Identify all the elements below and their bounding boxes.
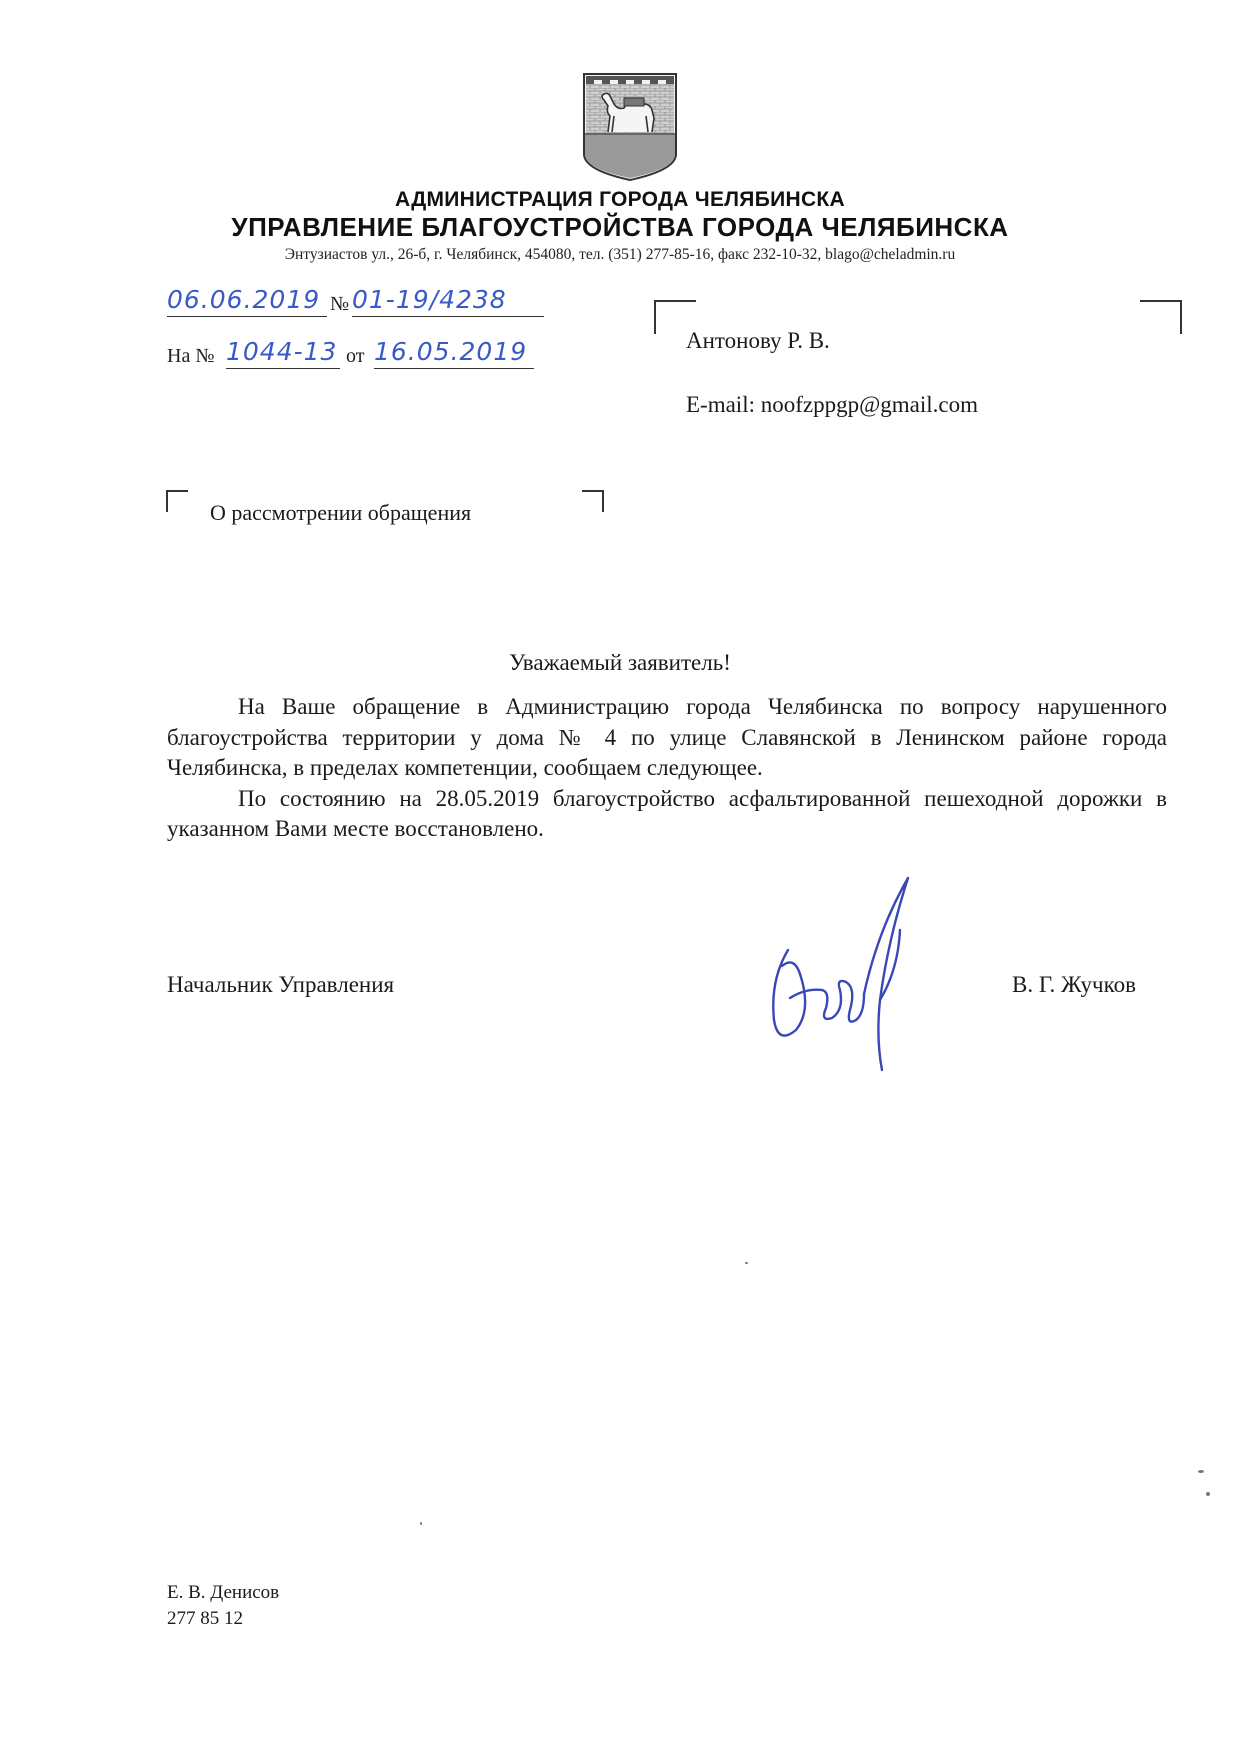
reply-date: 16.05.2019: [374, 336, 534, 369]
administration-title: АДМИНИСТРАЦИЯ ГОРОДА ЧЕЛЯБИНСКА: [394, 188, 845, 211]
reply-number: 1044-13: [226, 336, 340, 369]
executor-phone: 277 85 12: [167, 1608, 243, 1629]
scan-speck: [1198, 1470, 1204, 1473]
registration-number: 01-19/4238: [352, 284, 544, 317]
scan-speck: [420, 1522, 422, 1525]
addressee-bracket-right: [1140, 300, 1182, 334]
executor-block: [167, 1580, 279, 1632]
letter-body: [167, 692, 1167, 845]
department-address: Энтузиастов ул., 26-б, г. Челябинск, 454080, тел. (351) 277-85-16, факс 232-10-32, blago@cheladmin.ru: [284, 246, 956, 263]
registration-date: 06.06.2019: [167, 284, 327, 317]
handwritten-signature: [760, 870, 930, 1075]
signatory-name: В. Г. Жучков: [1012, 972, 1136, 997]
subject-line: О рассмотрении обращения: [210, 500, 472, 525]
executor-name: Е. В. Денисов: [167, 1582, 280, 1603]
addressee-email: E-mail: noofzppgp@gmail.com: [686, 392, 979, 417]
body-paragraph-2: По состоянию на 28.05.2019 благоустройство асфальтированной пешеходной дорожки в указанном Вами месте восстановлено.: [167, 785, 1167, 841]
subject-bracket-left: [166, 490, 188, 512]
addressee-name: Антонову Р. В.: [686, 328, 830, 353]
registration-number-label: №: [330, 293, 350, 315]
greeting: Уважаемый заявитель!: [509, 650, 731, 675]
signatory-role: Начальник Управления: [167, 972, 395, 997]
subject-bracket-right: [582, 490, 604, 512]
scan-speck: [1206, 1492, 1210, 1496]
coat-of-arms-icon: [580, 70, 680, 182]
body-paragraph-1: На Ваше обращение в Администрацию города Челябинска по вопросу нарушенного благоустройства территории у дома № 4 по улице Славянской в Ленинском районе города Челябинска, в пределах компетенции, сообщаем следующее.: [167, 694, 1167, 780]
department-title: УПРАВЛЕНИЕ БЛАГОУСТРОЙСТВА ГОРОДА ЧЕЛЯБИНСКА: [231, 212, 1009, 242]
reply-from-label: от: [346, 345, 365, 367]
reply-prefix-label: На №: [167, 345, 215, 367]
scan-speck: [745, 1262, 748, 1264]
